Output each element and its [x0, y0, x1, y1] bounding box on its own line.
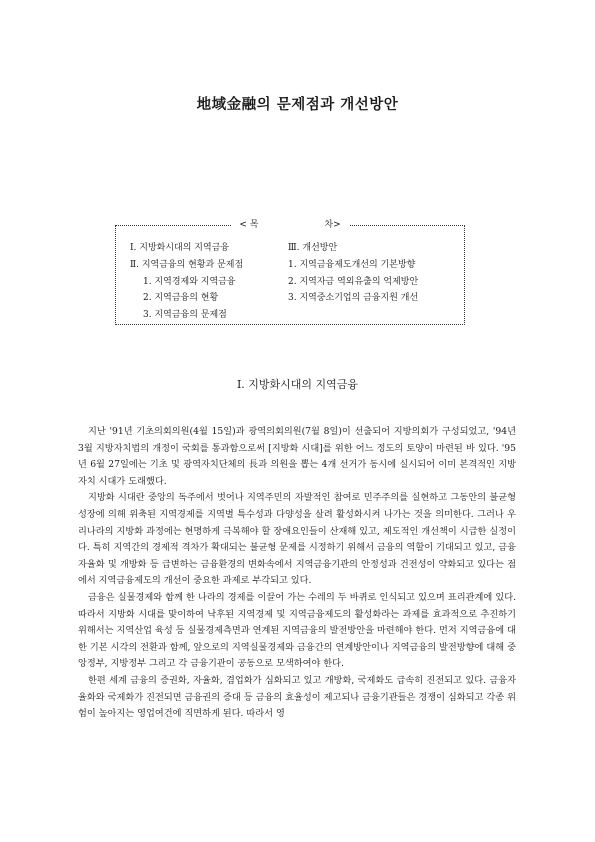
paragraph: 금융은 실물경제와 함께 한 나라의 경제를 이끌어 가는 수레의 두 바퀴로 인식되고 있으며 표리관계에 있다. 따라서 지방화 시대를 맞이하여 낙후된 지역경제 및 지역금융제도의 활성화라는 과제를 효과적으로 추진하기 위해서는 지역산업 육성 등 실물경제측면과 연계된 지역금융의 발전방안을 마련해야 한다. 먼저 지역금융에 대한 기본 시각의 전환과 함께, 앞으로의 지역실물경제와 금융간의 연계방안이나 지역금융의 발전방향에 대해 중앙정부, 지방정부 그리고 각 금융기관이 공동으로 모색하여야 한다. — [78, 591, 516, 670]
toc-left-column — [130, 240, 243, 324]
section-title: Ⅰ. 지방화시대의 지역금융 — [236, 378, 359, 391]
body-text — [78, 424, 516, 723]
toc-item: Ⅰ. 지방화시대의 지역금융 — [130, 243, 230, 253]
toc-subitem: 3. 지역중소기업의 금융지원 개선 — [288, 293, 419, 304]
toc-heading-right: 차> — [320, 220, 344, 230]
table-of-contents — [115, 220, 465, 325]
toc-subitem: 3. 지역금융의 문제점 — [143, 310, 227, 321]
toc-heading-left: < 목 — [235, 220, 262, 230]
document-title: 地域金融의 문제점과 개선방안 — [196, 96, 399, 113]
toc-subitem: 2. 지역금융의 현황 — [143, 293, 219, 304]
toc-subitem: 2. 지역자금 역외유출의 억제방안 — [288, 276, 419, 287]
toc-item: Ⅲ. 개선방안 — [288, 243, 338, 253]
toc-heading — [116, 219, 464, 231]
paragraph: 지난 '91년 기초의회의원(4월 15일)과 광역의회의원(7월 8일)이 선출되어 지방의회가 구성되었고, '94년 3월 지방자치법의 개정이 국회를 통과함으로써 [지방화 시대]를 위한 어느 정도의 토양이 마련된 바 있다. '95년 6월 27일에는 기초 및 광역자치단체의 長과 의원을 뽑는 4개 선거가 동시에 실시되어 이미 본격적인 지방자치 시대가 도래했다. — [78, 426, 516, 487]
toc-item: Ⅱ. 지역금융의 현황과 문제점 — [130, 259, 244, 270]
toc-right-column — [288, 240, 418, 307]
paragraph: 지방화 시대란 중앙의 독주에서 벗어나 지역주민의 자발적인 참여로 민주주의를 실현하고 그동안의 불균형 성장에 의해 위축된 지역경제를 지역별 특수성과 다양성을 살려 활성화시켜 나가는 것을 의미한다. 그러나 우리나라의 지방화 과정에는 현명하게 극복해야 할 장애요인들이 산재해 있고, 제도적인 개선책이 시급한 실정이다. 특히 지역간의 경제적 격차가 확대되는 불균형 문제를 시정하기 위해서 금융의 역할이 기대되고 있고, 금융자율화 및 개방화 등 급변하는 금융환경의 변화속에서 지역금융기관의 안정성과 건전성이 약화되고 있다는 점에서 지역금융제도의 개선이 중요한 과제로 부각되고 있다. — [78, 492, 516, 587]
paragraph: 한편 세계 금융의 증권화, 자율화, 겸업화가 심화되고 있고 개방화, 국제화도 급속히 진전되고 있다. 금융자율화와 국제화가 진전되면 금융권의 증대 등 금융의 효율성이 제고되나 금융기관들은 경쟁이 심화되고 각종 위험이 높아지는 영업여건에 직면하게 된다. 따라서 영 — [78, 674, 516, 720]
toc-subitem: 1. 지역금융제도개선의 기본방향 — [288, 259, 416, 270]
toc-subitem: 1. 지역경제와 지역금융 — [143, 276, 236, 287]
